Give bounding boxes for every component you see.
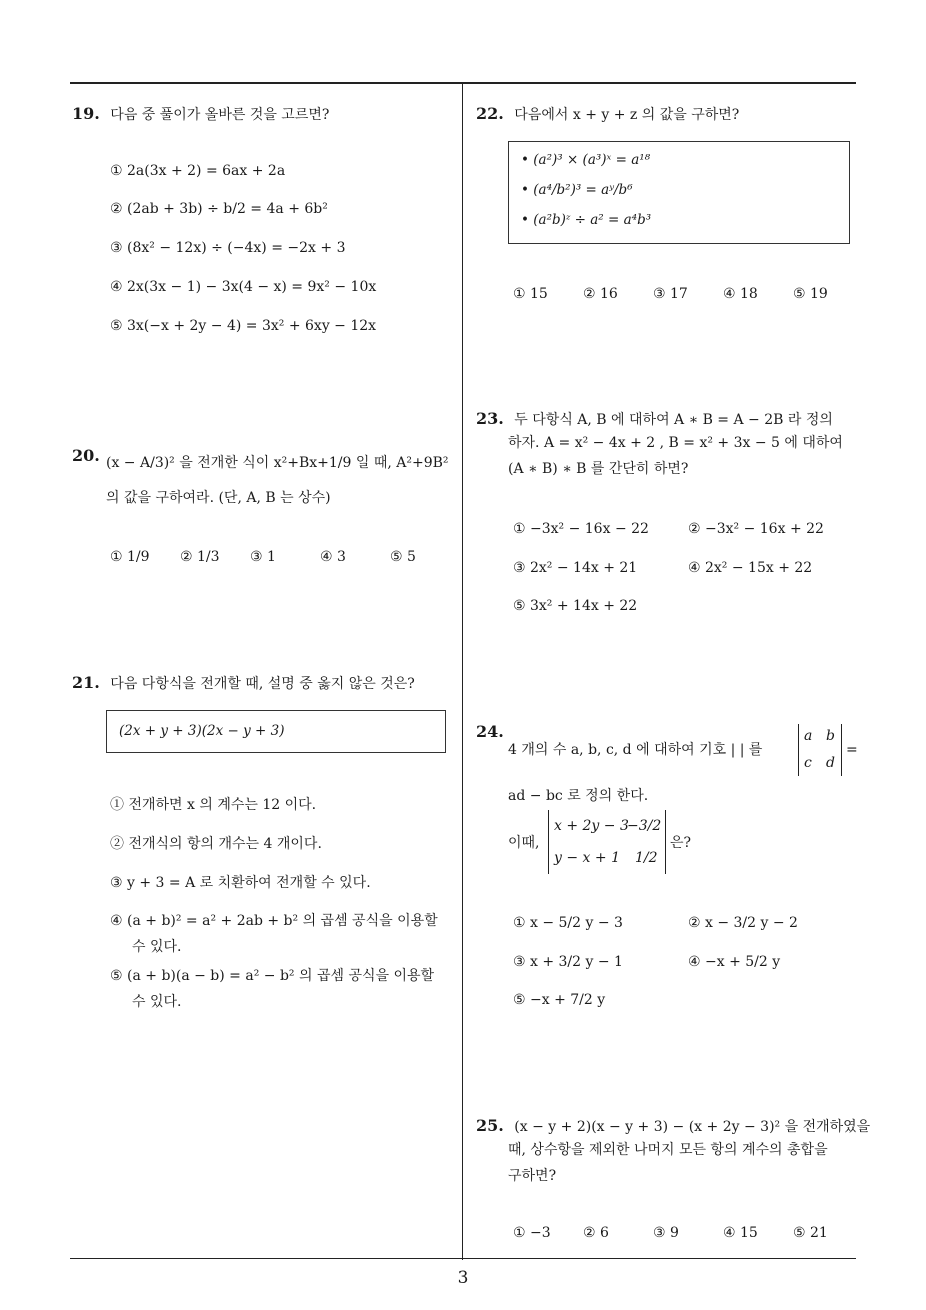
choice-3[interactable]: ③ x + 3/2 y − 1 [513,954,623,970]
choice-4-cont: 수 있다. [132,939,182,955]
det-q-12: −3/2 [627,818,662,834]
question-number: 22. [476,104,504,123]
column-divider [462,82,463,1260]
choice-2[interactable]: ② 전개식의 항의 개수는 4 개이다. [110,836,322,852]
condition-2: • (a⁴/b²)³ = aʸ/b⁶ [521,182,633,198]
question-23 [476,409,833,429]
question-21 [72,673,415,693]
question-text-line3: 이때, [508,835,540,851]
det-q-21: y − x + 1 [554,850,620,866]
question-number: 21. [72,673,100,692]
determinant-question [548,810,666,874]
choice-4[interactable]: ④ 3 [320,549,346,565]
condition-1: • (a²)³ × (a³)ˣ = a¹⁸ [521,152,651,168]
question-19 [72,104,329,124]
question-20 [72,446,106,466]
choice-3[interactable]: ③ 2x² − 14x + 21 [513,560,638,576]
choice-3[interactable]: ③ (8x² − 12x) ÷ (−4x) = −2x + 3 [110,240,346,256]
equals-sign: = [846,742,858,758]
bottom-rule [70,1258,856,1259]
question-text-line2: 의 값을 구하여라. (단, A, B 는 상수) [106,490,331,506]
choice-1[interactable]: ① 15 [513,286,548,302]
choice-4[interactable]: ④ 18 [723,286,758,302]
choice-2[interactable]: ② 6 [583,1225,609,1241]
det-q-22: 1/2 [635,850,658,866]
choice-3[interactable]: ③ y + 3 = A 로 치환하여 전개할 수 있다. [110,875,371,891]
question-text: 다음에서 x + y + z 의 값을 구하면? [514,107,740,123]
choice-1[interactable]: ① −3x² − 16x − 22 [513,521,649,537]
question-text: 다음 다항식을 전개할 때, 설명 중 옳지 않은 것은? [110,676,415,692]
question-text-line4: 은? [670,835,692,851]
question-22 [476,104,739,124]
choice-5[interactable]: ⑤ 3x² + 14x + 22 [513,598,638,614]
determinant-definition [798,724,842,776]
question-number: 24. [476,722,504,741]
choice-5[interactable]: ⑤ 5 [390,549,416,565]
det-c: c [804,755,812,771]
question-text-line1: 두 다항식 A, B 에 대하여 A ∗ B = A − 2B 라 정의 [514,412,833,428]
choice-5-cont: 수 있다. [132,994,182,1010]
choice-2[interactable]: ② 16 [583,286,618,302]
question-number: 25. [476,1116,504,1135]
choice-2[interactable]: ② x − 3/2 y − 2 [688,915,798,931]
choice-3[interactable]: ③ 17 [653,286,688,302]
choice-3[interactable]: ③ 9 [653,1225,679,1241]
det-a: a [804,728,813,744]
question-text: 다음 중 풀이가 올바른 것을 고르면? [110,107,330,123]
choice-2[interactable]: ② −3x² − 16x + 22 [688,521,824,537]
question-text-line2: ad − bc 로 정의 한다. [508,788,649,804]
choice-2[interactable]: ② (2ab + 3b) ÷ b/2 = 4a + 6b² [110,201,328,217]
question-text-line3: (A ∗ B) ∗ B 를 간단히 하면? [508,461,689,477]
question-text-line2: 때, 상수항을 제외한 나머지 모든 항의 계수의 총합을 [508,1142,828,1158]
expression-box [106,710,446,753]
choice-4[interactable]: ④ 2x² − 15x + 22 [688,560,813,576]
condition-box [508,141,850,244]
det-b: b [826,728,835,744]
choice-1[interactable]: ① 2a(3x + 2) = 6ax + 2a [110,163,286,179]
choice-5[interactable]: ⑤ 21 [793,1225,828,1241]
question-25 [476,1116,870,1136]
question-24 [476,722,510,742]
question-number: 20. [72,446,100,465]
choice-5[interactable]: ⑤ 19 [793,286,828,302]
det-d: d [826,755,835,771]
page-number: 3 [457,1268,469,1288]
choice-4[interactable]: ④ (a + b)² = a² + 2ab + b² 의 곱셈 공식을 이용할 [110,913,438,929]
choice-4[interactable]: ④ 2x(3x − 1) − 3x(4 − x) = 9x² − 10x [110,279,377,295]
choice-5[interactable]: ⑤ 3x(−x + 2y − 4) = 3x² + 6xy − 12x [110,318,377,334]
question-text-line1: (x − A/3)² 을 전개한 식이 x²+Bx+1/9 일 때, A²+9B² [106,455,449,471]
top-rule [70,82,856,84]
choice-5[interactable]: ⑤ (a + b)(a − b) = a² − b² 의 곱셈 공식을 이용할 [110,968,435,984]
choice-1[interactable]: ① 1/9 [110,549,150,565]
choice-2[interactable]: ② 1/3 [180,549,220,565]
question-text-line3: 구하면? [508,1168,557,1184]
question-text-line2: 하자. A = x² − 4x + 2 , B = x² + 3x − 5 에 대하여 [508,435,843,451]
question-text-line1: (x − y + 2)(x − y + 3) − (x + 2y − 3)² 을 전개하였을 [514,1119,871,1135]
det-q-11: x + 2y − 3 [554,818,629,834]
choice-1[interactable]: ① x − 5/2 y − 3 [513,915,623,931]
question-number: 19. [72,104,100,123]
choice-1[interactable]: ① 전개하면 x 의 계수는 12 이다. [110,797,317,813]
condition-3: • (a²b)ᶻ ÷ a² = a⁴b³ [521,212,652,228]
expression: (2x + y + 3)(2x − y + 3) [119,723,285,739]
question-number: 23. [476,409,504,428]
choice-4[interactable]: ④ −x + 5/2 y [688,954,781,970]
choice-3[interactable]: ③ 1 [250,549,276,565]
choice-5[interactable]: ⑤ −x + 7/2 y [513,992,606,1008]
question-text-line1: 4 개의 수 a, b, c, d 에 대하여 기호 | | 를 [508,742,763,758]
choice-4[interactable]: ④ 15 [723,1225,758,1241]
choice-1[interactable]: ① −3 [513,1225,551,1241]
